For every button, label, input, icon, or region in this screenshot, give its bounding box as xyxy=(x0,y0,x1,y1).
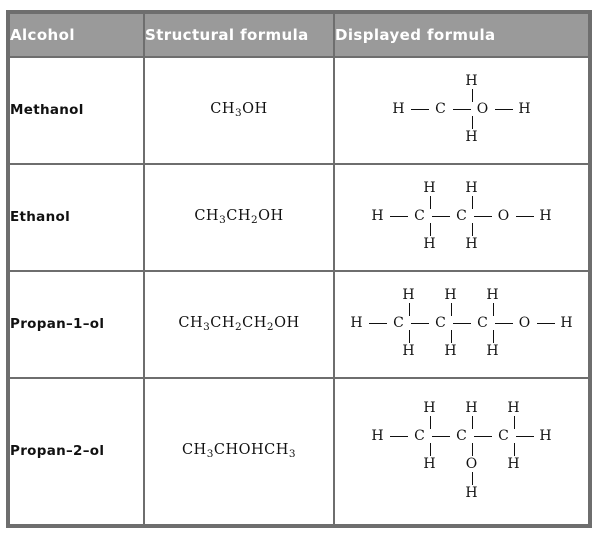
vertical-bond xyxy=(398,330,420,343)
horizontal-bond xyxy=(368,316,388,330)
bottom-hydrogen-row xyxy=(388,129,536,145)
horizontal-bond xyxy=(452,316,472,330)
vertical-bond xyxy=(440,330,462,343)
displayed-formula xyxy=(334,271,589,378)
alcohol-name: Ethanol xyxy=(9,164,144,271)
table-row xyxy=(9,378,589,525)
structural-formula xyxy=(144,378,334,525)
hydrogen-atom: H xyxy=(423,455,436,472)
alcohols-table xyxy=(8,12,590,526)
hydrogen-atom: H xyxy=(444,342,457,359)
hydrogen-atom: H xyxy=(423,236,436,253)
displayed-formula xyxy=(334,164,589,271)
horizontal-bond xyxy=(473,429,493,443)
table-body xyxy=(9,57,589,525)
hydrogen-atom: H xyxy=(402,342,415,359)
displayed-formula-diagram-methanol xyxy=(388,73,536,145)
horizontal-bond xyxy=(389,209,409,223)
vertical-bond xyxy=(440,303,462,316)
top-bond-row xyxy=(388,89,536,102)
vertical-bond xyxy=(419,223,441,236)
bottom-bond-row xyxy=(336,330,588,343)
table-row xyxy=(9,57,589,164)
oxygen-atom: O xyxy=(465,455,478,472)
hydrogen-atom: H xyxy=(465,180,478,197)
top-bond-row xyxy=(357,196,567,209)
table-row xyxy=(9,164,589,271)
hydrogen-atom: H xyxy=(507,455,520,472)
hydrogen-atom: H xyxy=(444,286,457,303)
vertical-bond xyxy=(419,196,441,209)
alcohol-name: Methanol xyxy=(9,57,144,164)
oxygen-atom: O xyxy=(518,314,531,331)
vertical-bond xyxy=(461,416,483,429)
hydrogen-atom: H xyxy=(486,342,499,359)
chain-row xyxy=(357,429,567,443)
displayed-formula xyxy=(334,378,589,525)
column-header-alcohol: Alcohol xyxy=(9,13,144,57)
hydrogen-atom: H xyxy=(465,399,478,416)
hydroxyl-bond-row xyxy=(357,472,567,485)
bottom-hydrogen-row xyxy=(357,236,567,252)
vertical-bond xyxy=(461,196,483,209)
carbon-atom: C xyxy=(414,427,425,444)
horizontal-bond xyxy=(494,102,514,116)
top-bond-row xyxy=(336,303,588,316)
horizontal-bond xyxy=(389,429,409,443)
horizontal-bond xyxy=(515,429,535,443)
alcohol-name: Propan–1–ol xyxy=(9,271,144,378)
carbon-atom: C xyxy=(435,101,446,118)
hydrogen-atom: H xyxy=(423,180,436,197)
displayed-formula xyxy=(334,57,589,164)
carbon-atom: C xyxy=(498,427,509,444)
horizontal-bond xyxy=(536,316,556,330)
oxygen-atom: O xyxy=(497,208,510,225)
structural-formula-text: $CH_3CHOHCH_3$ xyxy=(181,442,297,461)
top-hydrogen-row xyxy=(357,180,567,196)
hydrogen-atom: H xyxy=(423,399,436,416)
structural-formula-text: $CH_3CH_2CH_2OH$ xyxy=(178,315,300,334)
bottom-bond-row xyxy=(357,223,567,236)
hydrogen-atom: H xyxy=(507,399,520,416)
table-header xyxy=(9,13,589,57)
chain-row xyxy=(336,316,588,330)
hydrogen-atom: H xyxy=(350,314,363,331)
horizontal-bond xyxy=(515,209,535,223)
structural-formula xyxy=(144,164,334,271)
alcohols-table-container xyxy=(6,10,592,528)
oxygen-atom: O xyxy=(476,101,489,118)
hydroxyl-hydrogen-row xyxy=(357,485,567,501)
hydrogen-atom: H xyxy=(560,314,573,331)
horizontal-bond xyxy=(410,102,430,116)
hydrogen-atom: H xyxy=(465,236,478,253)
vertical-bond xyxy=(482,330,504,343)
column-header-displayed-formula: Displayed formula xyxy=(334,13,589,57)
table-header-row xyxy=(9,13,589,57)
hydrogen-atom: H xyxy=(486,286,499,303)
vertical-bond xyxy=(461,443,483,456)
vertical-bond xyxy=(398,303,420,316)
vertical-bond xyxy=(419,416,441,429)
bottom-bond-row xyxy=(388,116,536,129)
hydrogen-atom: H xyxy=(371,427,384,444)
displayed-formula-diagram-propan-1-ol xyxy=(336,287,588,359)
structural-formula-text: $CH_3CH_2OH$ xyxy=(194,208,284,227)
hydrogen-atom: H xyxy=(402,286,415,303)
hydrogen-atom: H xyxy=(465,73,478,90)
structural-formula xyxy=(144,271,334,378)
carbon-atom: C xyxy=(456,208,467,225)
horizontal-bond xyxy=(473,209,493,223)
hydrogen-atom: H xyxy=(392,101,405,118)
carbon-atom: C xyxy=(477,314,488,331)
table-row xyxy=(9,271,589,378)
horizontal-bond xyxy=(431,429,451,443)
bottom-hydrogen-row xyxy=(336,343,588,359)
column-header-structural-formula: Structural formula xyxy=(144,13,334,57)
vertical-bond xyxy=(461,89,483,102)
chain-row xyxy=(357,209,567,223)
hydrogen-atom: H xyxy=(518,101,531,118)
horizontal-bond xyxy=(431,209,451,223)
horizontal-bond xyxy=(410,316,430,330)
horizontal-bond xyxy=(452,102,472,116)
carbon-atom: C xyxy=(414,208,425,225)
top-hydrogen-row xyxy=(388,73,536,89)
vertical-bond xyxy=(503,443,525,456)
hydrogen-atom: H xyxy=(465,129,478,146)
vertical-bond xyxy=(461,472,483,485)
vertical-bond xyxy=(503,416,525,429)
vertical-bond xyxy=(461,116,483,129)
hydrogen-atom: H xyxy=(371,208,384,225)
carbon-atom: C xyxy=(456,427,467,444)
hydrogen-atom: H xyxy=(539,427,552,444)
top-hydrogen-row xyxy=(357,400,567,416)
carbon-atom: C xyxy=(393,314,404,331)
carbon-atom: C xyxy=(435,314,446,331)
vertical-bond xyxy=(482,303,504,316)
bottom-bond-row xyxy=(357,443,567,456)
horizontal-bond xyxy=(494,316,514,330)
displayed-formula-diagram-propan-2-ol xyxy=(357,400,567,501)
structural-formula-text: $CH_3OH$ xyxy=(210,101,268,120)
chain-row xyxy=(388,102,536,116)
top-hydrogen-row xyxy=(336,287,588,303)
hydrogen-atom: H xyxy=(465,484,478,501)
vertical-bond xyxy=(419,443,441,456)
structural-formula xyxy=(144,57,334,164)
top-bond-row xyxy=(357,416,567,429)
alcohol-name: Propan–2–ol xyxy=(9,378,144,525)
bottom-hydrogen-row xyxy=(357,456,567,472)
vertical-bond xyxy=(461,223,483,236)
hydrogen-atom: H xyxy=(539,208,552,225)
displayed-formula-diagram-ethanol xyxy=(357,180,567,252)
